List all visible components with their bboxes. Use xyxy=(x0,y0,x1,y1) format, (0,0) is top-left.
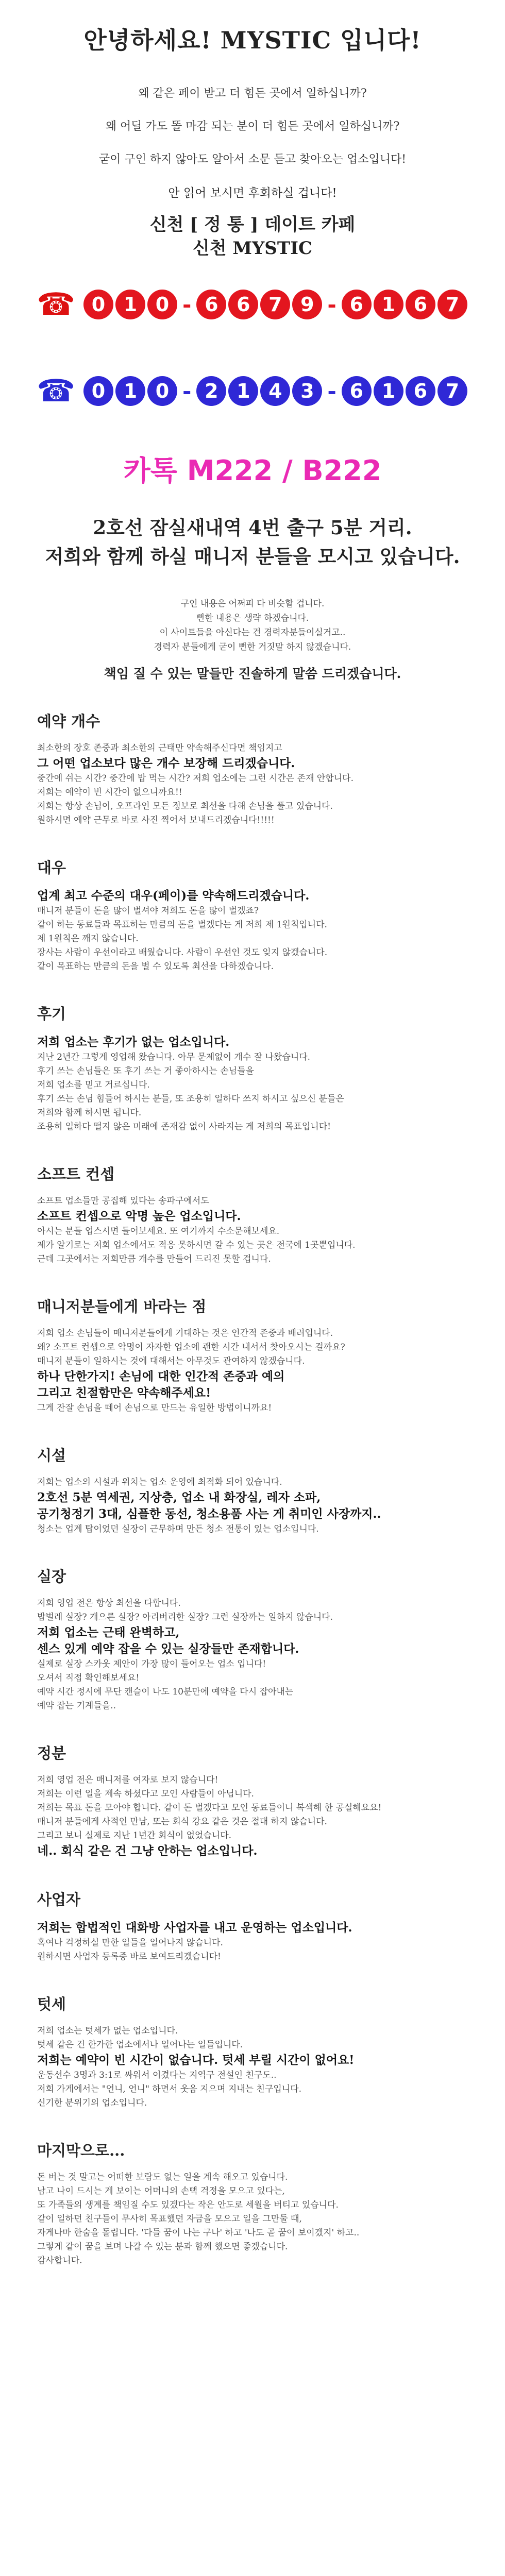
section-emphasis-line: 하나 단한가지! 손님에 대한 인간적 존중과 예의 xyxy=(37,1369,285,1383)
section-heading: 정분 xyxy=(37,1744,66,1762)
section-line: 또 가족들의 생계를 책임질 수도 있겠다는 작은 안도로 세월을 버티고 있습니다. xyxy=(37,2200,339,2210)
section-heading: 실장 xyxy=(37,1568,66,1585)
notice-strong: 책임 질 수 있는 말들만 진솔하게 말씀 드리겠습니다. xyxy=(104,666,401,681)
phone-digit: 4 xyxy=(260,376,290,406)
phone-digit: 6 xyxy=(196,290,226,319)
phone-digit: 1 xyxy=(374,290,403,319)
section-line: 남고 나이 드시는 게 보이는 어머니의 손뼉 걱정을 모으고 있다는, xyxy=(37,2186,285,2196)
section-heading: 대우 xyxy=(37,859,66,876)
section-line: 최소한의 장호 존중과 최소한의 근태만 약속해주신다면 책임지고 xyxy=(37,743,282,753)
phone-digit: 9 xyxy=(292,290,322,319)
phone-dash: - xyxy=(327,292,336,317)
section-line: 저희는 예약이 빈 시간이 없으니까요!! xyxy=(37,787,182,798)
section-line: 소프트 업소들만 공집해 있다는 송파구에서도 xyxy=(37,1196,209,1206)
section-line: 저희 업소는 텃세가 없는 업소입니다. xyxy=(37,2026,178,2036)
content-section xyxy=(37,1888,468,1964)
section-emphasis-line: 저희는 예약이 빈 시간이 없습니다. 텃세 부릴 시간이 없어요! xyxy=(37,2053,355,2067)
section-line: 자게나마 한숨을 돌립니다. '다들 꿈이 나는 구나' 하고 '나도 곧 꿈이 보이겠지' 하고.. xyxy=(37,2228,360,2238)
section-line: 감사합니다. xyxy=(37,2256,82,2266)
section-heading: 후기 xyxy=(37,1005,66,1023)
section-line: 제가 알기로는 저희 업소에서도 적응 못하시면 갈 수 있는 곳은 전국에 1곳뿐입니다. xyxy=(37,1240,356,1250)
shop-name-line2: 신천 MYSTIC xyxy=(192,238,313,259)
section-line: 같이 하는 동료들과 목표하는 만큼의 돈을 벌겠다는 게 저희 제 1원칙입니다. xyxy=(37,920,327,930)
section-line: 지난 2년간 그렇게 영업해 왔습니다. 아무 문제없이 개수 잘 나왔습니다. xyxy=(37,1052,311,1062)
section-line: 매니저 분들이 일하시는 것에 대해서는 아무것도 관여하지 않겠습니다. xyxy=(37,1356,305,1366)
phone-digit: 7 xyxy=(437,376,467,406)
phone-dash: - xyxy=(327,378,336,404)
notice-line: 이 사이트들을 아신다는 건 경력자분들이실거고.. xyxy=(159,628,346,638)
section-emphasis-line: 2호선 5분 역세권, 지상층, 업소 내 화장실, 레자 소파, xyxy=(37,1490,321,1504)
phone-digits xyxy=(82,290,468,319)
content-section xyxy=(37,1163,468,1266)
section-line: 매니저 분들이 돈을 많이 벌셔야 저희도 돈을 많이 벌겠죠? xyxy=(37,906,259,916)
section-emphasis-line: 센스 있게 예약 잡을 수 있는 실장들만 존재합니다. xyxy=(37,1642,299,1656)
section-line: 같이 일하던 친구들이 무사히 목표했던 자금을 모으고 일을 그만둘 때, xyxy=(37,2214,302,2224)
section-line: 원하시면 예약 근무로 바로 사진 찍어서 보내드리겠습니다!!!!! xyxy=(37,815,275,825)
section-line: 원하시면 사업자 등록증 바로 보여드리겠습니다! xyxy=(37,1952,221,1962)
section-line: 장사는 사람이 우선이라고 배웠습니다. 사람이 우선인 것도 잊지 않겠습니다. xyxy=(37,947,328,958)
location-line: 2호선 잠실새내역 4번 출구 5분 거리. xyxy=(93,516,412,539)
section-line: 저희 영업 전은 매니저를 여자로 보지 않습니다! xyxy=(37,1775,218,1785)
section-heading: 텃세 xyxy=(37,1995,66,2013)
phone-digit: 7 xyxy=(437,290,467,319)
telephone-icon: ☎ xyxy=(37,286,75,323)
section-line: 예약 잡는 기계들을.. xyxy=(37,1701,116,1711)
section-line: 텃세 같은 건 한가한 업소에서나 일어나는 일들입니다. xyxy=(37,2040,243,2050)
content-section xyxy=(37,1003,468,1134)
shop-warning: 안 읽어 보시면 후회하실 겁니다! xyxy=(168,187,337,200)
section-line: 실제로 실장 스카웃 제안이 가장 많이 들어오는 업소 입니다! xyxy=(37,1659,266,1669)
phone-digit: 6 xyxy=(228,290,258,319)
section-line: 저희 가게에서는 "언니, 언니" 하면서 웃음 지으며 지내는 친구입니다. xyxy=(37,2084,302,2094)
section-line: 예약 시간 정시에 무단 캔슬이 나도 10분만에 예약을 다시 잡아내는 xyxy=(37,1687,294,1697)
shop-name-line1: 신천 [ 정 통 ] 데이트 카페 xyxy=(149,214,356,235)
section-emphasis-line: 저희 업소는 후기가 없는 업소입니다. xyxy=(37,1035,230,1049)
section-emphasis-line: 그리고 친절함만은 약속해주세요! xyxy=(37,1386,211,1400)
section-line: 저희는 업소의 시설과 위치는 업소 운영에 최적화 되어 있습니다. xyxy=(37,1477,282,1487)
phone-digit: 2 xyxy=(196,376,226,406)
phone-digit: 3 xyxy=(292,376,322,406)
section-line: 그게 잔잘 손님을 떼어 손님으로 만드는 유일한 방법이니까요! xyxy=(37,1403,272,1413)
section-line: 저희 업소를 믿고 거르십니다. xyxy=(37,1080,150,1090)
page-title: 안녕하세요! MYSTIC 입니다! xyxy=(83,26,422,54)
section-heading: 마지막으로... xyxy=(37,2142,125,2159)
section-line: 저희는 목표 돈을 모아야 합니다. 같이 돈 벌겠다고 모인 동료들이니 복색해 한 공실해요요! xyxy=(37,1803,382,1813)
section-line: 저희는 이런 일을 제속 하셨다고 모인 사람들이 아닙니다. xyxy=(37,1789,254,1799)
phone-digits xyxy=(82,376,468,406)
section-emphasis-line: 그 어떤 업소보다 많은 개수 보장해 드리겠습니다. xyxy=(37,756,295,770)
phone-digit: 1 xyxy=(374,376,403,406)
content-section xyxy=(37,1295,468,1415)
kakao-id-2: B222 xyxy=(302,454,382,487)
section-line: 근데 그곳에서는 저희만큼 개수를 만들어 드리진 못할 겁니다. xyxy=(37,1254,271,1264)
telephone-icon: ☎ xyxy=(37,373,75,409)
content-section xyxy=(37,856,468,974)
section-line: 저희와 함께 하시면 됩니다. xyxy=(37,1108,142,1118)
notice-line: 경력자 분들에게 굳이 뻔한 거짓말 하지 않겠습니다. xyxy=(154,642,351,652)
kakao-prefix: 카톡 xyxy=(123,454,187,487)
section-emphasis-line: 공기청정기 3대, 심플한 동선, 청소용품 사는 게 취미인 사장까지.. xyxy=(37,1507,381,1521)
section-line: 그리고 보니 실제로 지난 1년간 회식이 없었습니다. xyxy=(37,1831,232,1841)
notice-line: 구인 내용은 어쩌피 다 비슷할 겁니다. xyxy=(180,599,325,609)
intro-line: 왜 어딜 가도 똘 마감 되는 분이 더 힘든 곳에서 일하십니까? xyxy=(105,120,400,133)
section-emphasis-line: 소프트 컨셉으로 악명 높은 업소입니다. xyxy=(37,1209,241,1223)
section-heading: 시설 xyxy=(37,1447,66,1464)
content-section xyxy=(37,1742,468,1859)
section-line: 돈 버는 것 말고는 어떠한 보람도 없는 일을 계속 해오고 있습니다. xyxy=(37,2172,288,2182)
phone-dash: - xyxy=(182,378,192,404)
section-emphasis-line: 네.. 회식 같은 건 그냥 안하는 업소입니다. xyxy=(37,1844,258,1858)
section-line: 청소는 업계 탑이었던 실장이 근무하며 만든 청소 전통이 있는 업소입니다. xyxy=(37,1524,319,1534)
phone-digit: 6 xyxy=(342,290,372,319)
section-line: 그렇게 같이 꿈을 보며 나갈 수 있는 분과 함께 했으면 좋겠습니다. xyxy=(37,2242,288,2252)
content-section xyxy=(37,1444,468,1536)
content-section xyxy=(37,710,468,827)
section-line: 저희 업소 손님들이 매니저분들에게 기대하는 것은 인간적 존중과 배려입니다. xyxy=(37,1328,333,1338)
section-line: 제 1원칙은 깨지 않습니다. xyxy=(37,934,139,944)
section-line: 같이 목표하는 만큼의 돈을 벌 수 있도록 최선을 다하겠습니다. xyxy=(37,961,274,972)
section-heading: 예약 개수 xyxy=(37,713,100,730)
section-heading: 매니저분들에게 바라는 점 xyxy=(37,1298,207,1315)
notice-line: 뻔한 내용은 생략 하겠습니다. xyxy=(196,613,309,623)
location-block xyxy=(37,513,468,571)
phone-digit: 1 xyxy=(115,376,145,406)
shop-block xyxy=(37,183,468,260)
section-emphasis-line: 업계 최고 수준의 대우(페이)를 약속해드리겠습니다. xyxy=(37,889,310,903)
phone-digit: 0 xyxy=(147,376,177,406)
kakao-id-1: M222 xyxy=(187,454,273,487)
phone-digit: 0 xyxy=(83,376,113,406)
phone-digit: 0 xyxy=(83,290,113,319)
phone-number-2[interactable] xyxy=(37,366,468,416)
intro-line: 왜 같은 페이 받고 더 힘든 곳에서 일하십니까? xyxy=(138,87,367,100)
section-line: 밥벌레 실장? 개으른 실장? 아리버리한 실장? 그런 실장까는 일하지 않습니다. xyxy=(37,1612,333,1622)
section-line: 오셔서 직접 확인해보세요! xyxy=(37,1673,140,1683)
section-emphasis-line: 저희는 합법적인 대화방 사업자를 내고 운영하는 업소입니다. xyxy=(37,1921,352,1935)
section-line: 중간에 쉬는 시간? 중간에 밥 먹는 시간? 저희 업소에는 그런 시간은 존재 안합니다. xyxy=(37,773,354,784)
section-heading: 사업자 xyxy=(37,1891,81,1908)
section-line: 매니저 분들에게 사적인 만남, 또는 회식 강요 같은 것은 절대 하지 않습니다. xyxy=(37,1817,327,1827)
section-line: 조용히 일하다 떨지 않은 미래에 존재감 없이 사라지는 게 저희의 목표입니다! xyxy=(37,1122,331,1132)
section-line: 저희 영업 전은 항상 최선을 다합니다. xyxy=(37,1598,181,1608)
phone-number-1[interactable] xyxy=(37,280,468,329)
section-line: 왜? 소프트 컨셉으로 악명이 자자한 업소에 괜한 시간 내서서 찾아오시는 걸까요? xyxy=(37,1342,345,1352)
section-line: 아시는 분들 업스시면 들어보세요. 또 여기까지 수소문해보세요. xyxy=(37,1226,280,1236)
section-line: 저희는 항상 손님이, 오프라인 모든 정보로 최선을 다해 손님을 풀고 있습니다. xyxy=(37,801,333,811)
section-line: 후기 쓰는 손님 힘들어 하시는 분들, 또 조용히 일하다 쓰지 하시고 싶으신 분들은 xyxy=(37,1094,344,1104)
kakao-ids xyxy=(37,449,468,488)
phone-digit: 6 xyxy=(406,290,435,319)
kakao-separator: / xyxy=(273,454,302,487)
section-line: 신기한 분위기의 업소입니다. xyxy=(37,2098,147,2108)
phone-digit: 1 xyxy=(228,376,258,406)
notice-block xyxy=(37,597,468,681)
phone-digit: 6 xyxy=(406,376,435,406)
phone-dash: - xyxy=(182,292,192,317)
content-section xyxy=(37,2139,468,2268)
phone-digit: 7 xyxy=(260,290,290,319)
section-emphasis-line: 저희 업소는 근태 완벽하고, xyxy=(37,1625,180,1639)
section-line: 후기 쓰는 손님들은 또 후기 쓰는 거 좋아하시는 손님들을 xyxy=(37,1066,254,1076)
phone-digit: 0 xyxy=(147,290,177,319)
section-line: 운동선수 3명과 3:1로 싸워서 이겼다는 지역구 전설인 친구도.. xyxy=(37,2070,277,2080)
intro-line: 굳이 구인 하지 않아도 알아서 소문 듣고 찾아오는 업소입니다! xyxy=(98,153,407,166)
phone-digit: 6 xyxy=(342,376,372,406)
content-section xyxy=(37,1565,468,1713)
sections xyxy=(37,710,468,2268)
content-section xyxy=(37,1993,468,2110)
location-line: 저희와 함께 하실 매니저 분들을 모시고 있습니다. xyxy=(45,545,460,568)
section-line: 혹여나 걱정하실 만한 일들을 일어나지 않습니다. xyxy=(37,1938,223,1948)
intro xyxy=(37,84,468,169)
section-heading: 소프트 컨셉 xyxy=(37,1165,115,1183)
phone-digit: 1 xyxy=(115,290,145,319)
